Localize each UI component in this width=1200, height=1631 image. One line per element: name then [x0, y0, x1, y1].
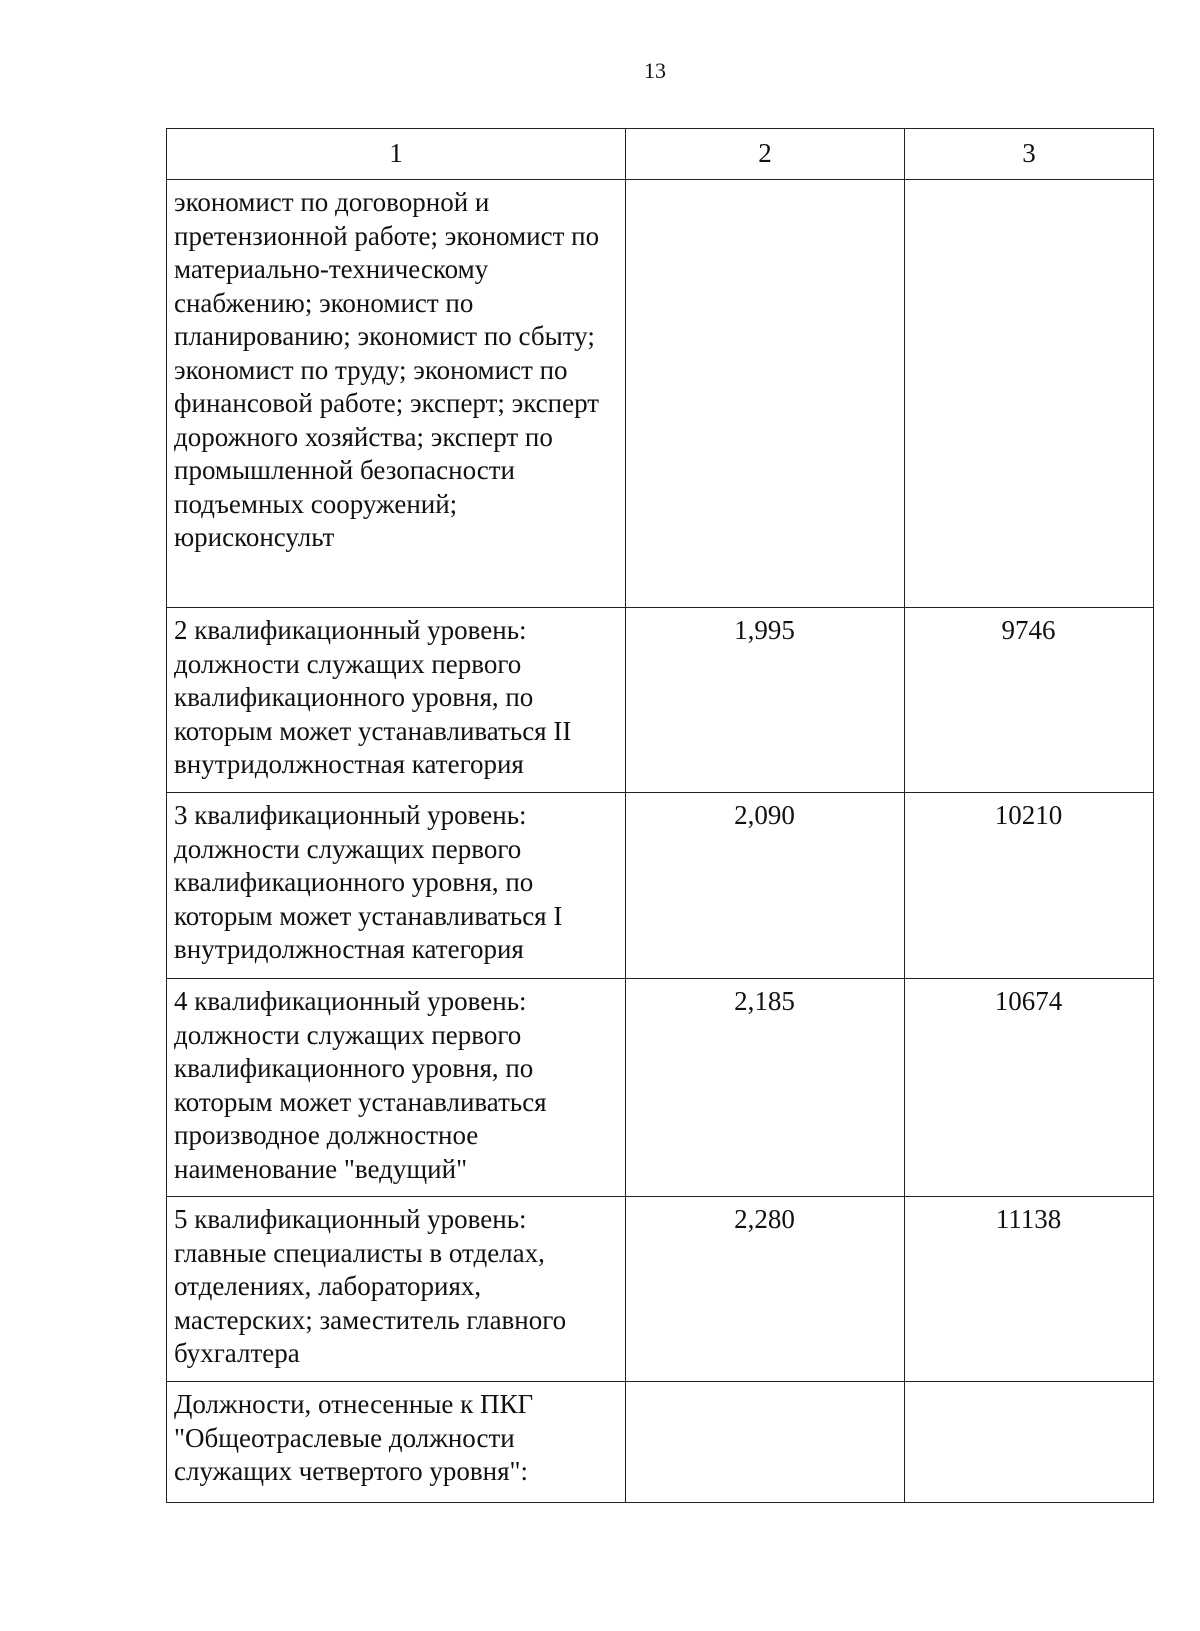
- header-cell-col2: 2: [626, 129, 905, 180]
- coefficient-cell: 1,995: [626, 608, 905, 793]
- position-description-cell: [167, 793, 626, 979]
- salary-table: [166, 128, 1154, 1503]
- salary-cell: [905, 1382, 1154, 1503]
- salary-cell: 9746: [905, 608, 1154, 793]
- salary-cell: 10674: [905, 979, 1154, 1197]
- table-row: [167, 1382, 1154, 1503]
- coefficient-cell: [626, 1382, 905, 1503]
- salary-cell: 11138: [905, 1197, 1154, 1382]
- table-row: [167, 1197, 1154, 1382]
- page-number: 13: [644, 58, 666, 83]
- coefficient-cell: 2,280: [626, 1197, 905, 1382]
- position-description-cell: [167, 979, 626, 1197]
- table-row: [167, 180, 1154, 608]
- position-description: 3 квалификационный уровень: должности служащих первого квалификационного уровня, по которым может устанавливаться I внутридолжностная категория: [174, 800, 563, 964]
- header-cell-col1: 1: [167, 129, 626, 180]
- position-description: Должности, отнесенные к ПКГ "Общеотраслевые должности служащих четвертого уровня":: [174, 1389, 534, 1486]
- table-row: [167, 979, 1154, 1197]
- table-row: [167, 608, 1154, 793]
- position-description: экономист по договорной и претензионной работе; экономист по материально-техническому снабжению; экономист по планированию; экономист по сбыту; экономист по труду; экономист по финансовой работе; эксперт; эксперт дорожного хозяйства; эксперт по промышленной безопасности подъемных сооружений; юрисконсульт: [174, 187, 600, 552]
- header-cell-col3: 3: [905, 129, 1154, 180]
- salary-cell: [905, 180, 1154, 608]
- table-row: [167, 793, 1154, 979]
- coefficient-cell: 2,090: [626, 793, 905, 979]
- table-header-row: [167, 129, 1154, 180]
- position-description: 2 квалификационный уровень: должности служащих первого квалификационного уровня, по которым может устанавливаться II внутридолжностная категория: [174, 615, 572, 779]
- position-description-cell: [167, 1382, 626, 1503]
- position-description-cell: [167, 608, 626, 793]
- coefficient-cell: 2,185: [626, 979, 905, 1197]
- position-description-cell: [167, 180, 626, 608]
- salary-cell: 10210: [905, 793, 1154, 979]
- coefficient-cell: [626, 180, 905, 608]
- position-description-cell: [167, 1197, 626, 1382]
- position-description: 5 квалификационный уровень: главные специалисты в отделах, отделениях, лабораториях, мастерских; заместитель главного бухгалтера: [174, 1204, 567, 1368]
- position-description: 4 квалификационный уровень: должности служащих первого квалификационного уровня, по которым может устанавливаться производное должностное наименование "ведущий": [174, 986, 547, 1184]
